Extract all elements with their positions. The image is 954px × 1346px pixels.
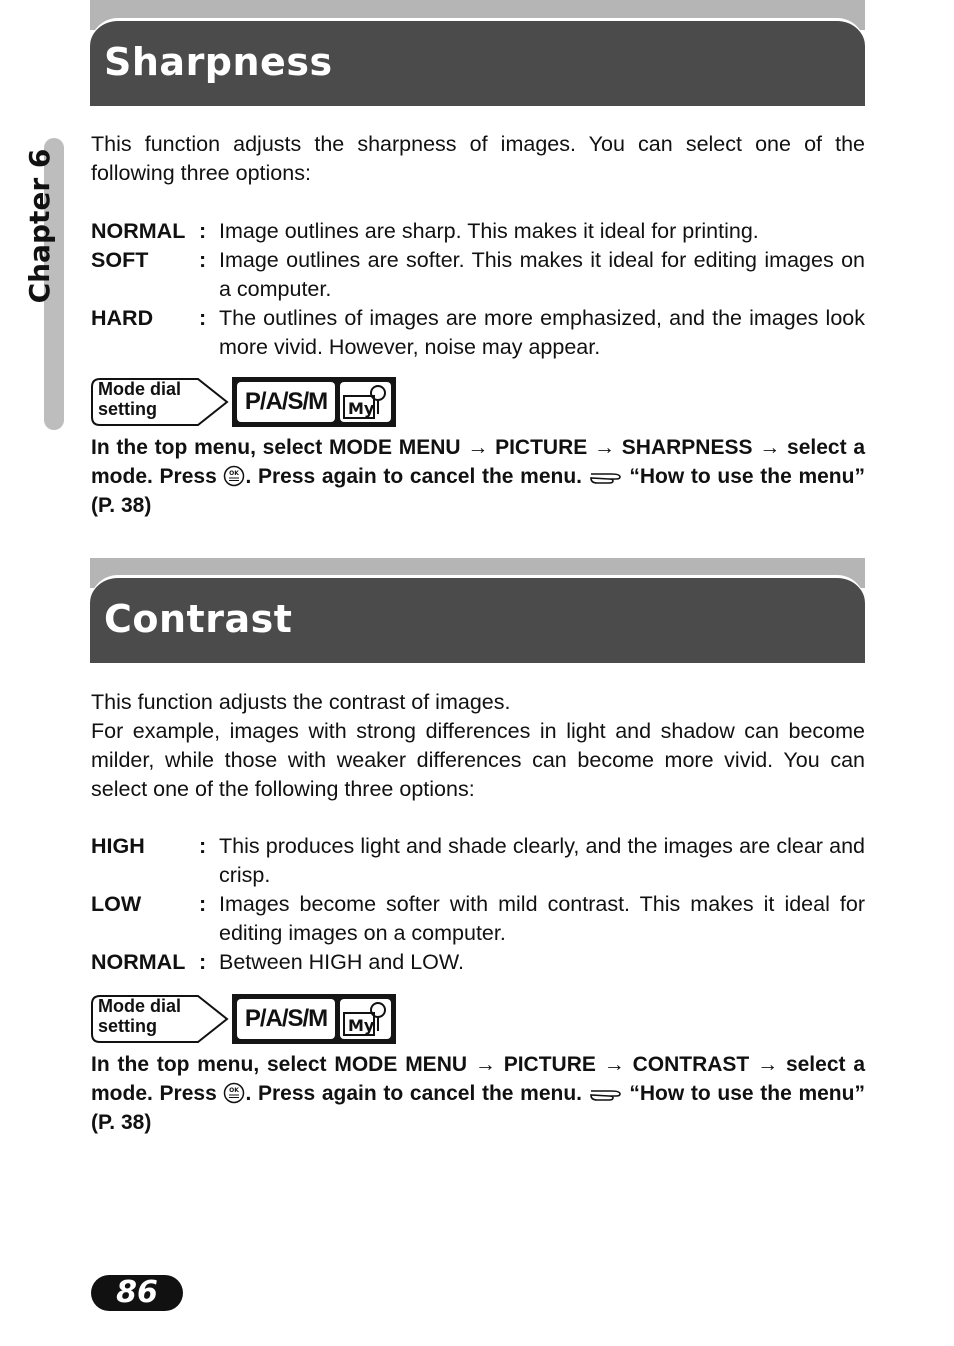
mode-badge [232,377,396,427]
option-description: This produces light and shade clearly, and the images are clear and crisp. [219,834,865,887]
page-number: 86 [91,1275,183,1311]
section-title: Contrast [104,597,293,641]
instruction-text: “How to use the menu” (P. 38) [91,465,865,517]
option-description: Image outlines are softer. This makes it ideal for editing images on a computer. [219,248,865,301]
instruction-text: select a mode. Press [91,436,866,488]
svg-text:My: My [348,1016,375,1035]
instruction-text: In the top menu, select MODE MENU [91,1053,468,1076]
mode-dial-label [90,994,228,1042]
right-arrow-icon: → [603,1053,625,1076]
option-colon: : [199,834,207,858]
instruction-text: CONTRAST [632,1053,750,1076]
instruction-text: PICTURE [503,1053,596,1076]
option-term: NORMAL [91,950,186,974]
right-arrow-icon: → [759,436,781,459]
sharpness-intro: This function adjusts the sharpness of images. You can select one of the following three options: [91,132,865,185]
right-arrow-icon: → [474,1053,496,1076]
option-term: NORMAL [91,219,186,243]
option-description: Between HIGH and LOW. [219,950,464,974]
option-description: Image outlines are sharp. This makes it ideal for printing. [219,219,759,243]
pasm-mode-label: P/A/S/M [237,999,335,1039]
mode-dial-line2: setting [98,399,158,419]
my-mode-icon [340,382,391,422]
option-colon: : [199,306,207,330]
instruction-text: SHARPNESS [621,436,753,459]
mode-dial-text [98,379,181,419]
instruction-text: . Press again to cancel the menu. [245,1082,582,1105]
contrast-intro-1: This function adjusts the contrast of images. [91,690,511,714]
pointing-hand-icon [589,468,623,486]
svg-text:My: My [348,399,375,418]
ok-button-icon [223,465,245,487]
instruction-text: PICTURE [495,436,588,459]
ok-button-icon [223,1082,245,1104]
option-colon: : [199,248,207,272]
instruction-text: . Press again to cancel the menu. [245,465,582,488]
contrast-intro-2: For example, images with strong differences in light and shadow can become milder, while those with weaker differences can become more vivid. You can select one of the following three options: [91,719,865,801]
instruction-text: In the top menu, select MODE MENU [91,436,461,459]
svg-text:OK: OK [229,470,240,477]
option-colon: : [199,892,207,916]
right-arrow-icon: → [757,1053,779,1076]
right-arrow-icon: → [467,436,489,459]
mode-badge [232,994,396,1044]
sharpness-instruction [91,433,865,520]
option-term: LOW [91,892,142,916]
mode-dial-label [90,377,228,425]
pointing-hand-icon [589,1085,623,1103]
option-term: SOFT [91,248,149,272]
option-term: HARD [91,306,154,330]
option-term: HIGH [91,834,145,858]
section-title: Sharpness [104,40,333,84]
mode-dial-line1: Mode dial [98,379,182,399]
mode-dial-text [98,996,181,1036]
contrast-instruction [91,1050,865,1137]
svg-text:OK: OK [229,1087,240,1094]
option-colon: : [199,219,207,243]
right-arrow-icon: → [594,436,616,459]
section-header-contrast [90,575,865,663]
mode-dial-line1: Mode dial [98,996,182,1016]
instruction-text: select a mode. Press [91,1053,866,1105]
instruction-text: “How to use the menu” (P. 38) [91,1082,865,1134]
mode-dial-line2: setting [98,1016,158,1036]
my-mode-icon [340,999,391,1039]
option-description: The outlines of images are more emphasized, and the images look more vivid. However, noise may appear. [219,306,865,359]
section-header-sharpness [90,18,865,106]
pasm-mode-label: P/A/S/M [237,382,335,422]
chapter-label: Chapter 6 [23,148,56,304]
option-description: Images become softer with mild contrast. This makes it ideal for editing images on a computer. [219,892,865,945]
option-colon: : [199,950,207,974]
